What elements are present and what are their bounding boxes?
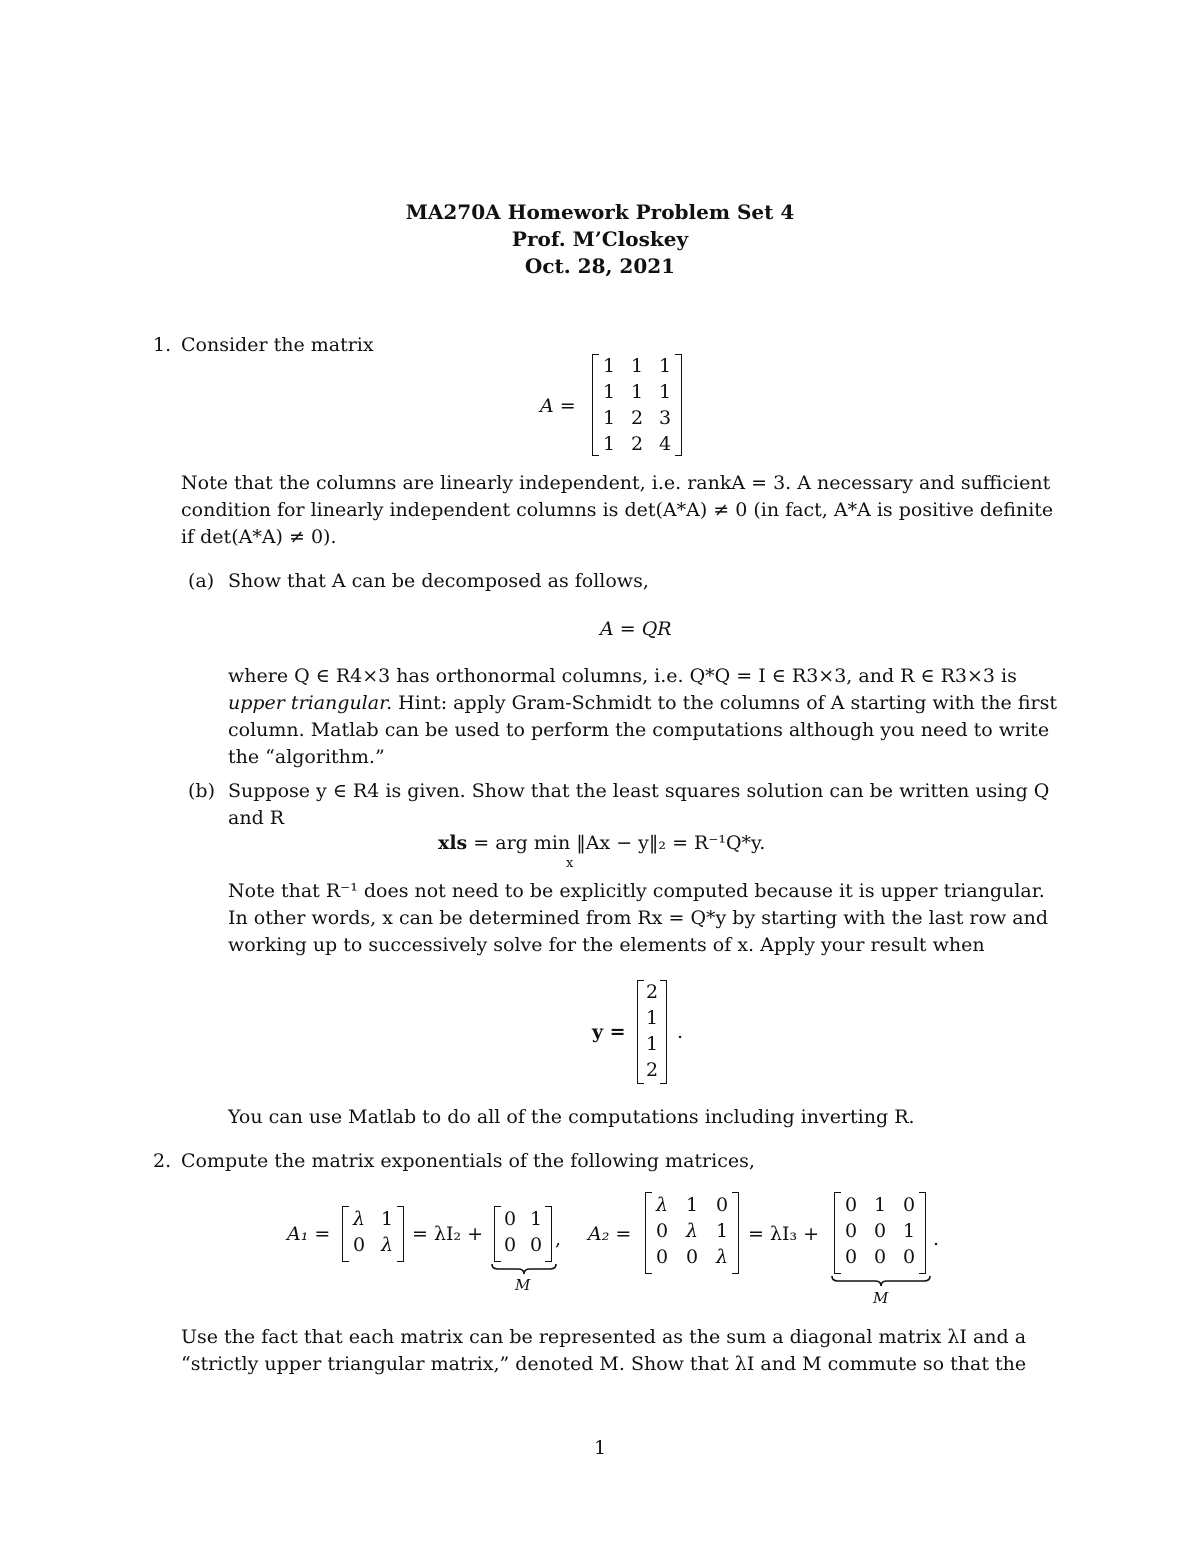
- part-b-line-6: You can use Matlab to do all of the computations including inverting R.: [228, 1106, 915, 1128]
- matrix-cell: 1: [602, 433, 616, 455]
- matrix-cell: λ: [685, 1220, 699, 1242]
- part-a-line-3-text: Hint: apply Gram-Schmidt to the columns of A starting with the first: [392, 692, 1057, 714]
- vector-cell: 2: [645, 981, 659, 1003]
- matrix-m1: [494, 1206, 552, 1262]
- note-line-2: condition for linearly independent columns is det(A*A) ≠ 0 (in fact, A*A is positive definite: [181, 499, 1054, 521]
- equals-lambda-i3: = λI₃ +: [748, 1223, 820, 1245]
- matrix-cell: 0: [715, 1194, 729, 1216]
- matrix-m2: [834, 1192, 926, 1274]
- matrix-cell: 4: [658, 433, 672, 455]
- underbrace-m2: [830, 1274, 932, 1288]
- part-b-line-1: Suppose y ∈ R4 is given. Show that the least squares solution can be written using Q: [228, 780, 1050, 802]
- vector-y: [637, 980, 667, 1084]
- part-b-label: (b): [188, 780, 215, 802]
- matrix-cell: 1: [529, 1208, 543, 1230]
- m-label-2: M: [873, 1289, 889, 1307]
- matrix-cell: 1: [602, 381, 616, 403]
- emphasis: upper triangular.: [228, 692, 393, 714]
- matrix-a2: [645, 1192, 739, 1274]
- matrix-cell: λ: [655, 1194, 669, 1216]
- matrix-cell: 1: [658, 355, 672, 377]
- part-b-line-5: working up to successively solve for the elements of x. Apply your result when: [228, 934, 985, 956]
- matrix-cell: 0: [844, 1194, 858, 1216]
- problem-2-intro: Compute the matrix exponentials of the following matrices,: [181, 1150, 755, 1172]
- problem-2-line-1: Use the fact that each matrix can be represented as the sum a diagonal matrix λI and a: [181, 1326, 1027, 1348]
- matrix-cell: 0: [873, 1246, 887, 1268]
- vector-cell: 1: [645, 1033, 659, 1055]
- underbrace-m1: [490, 1262, 558, 1276]
- matrix-cell: 0: [902, 1194, 916, 1216]
- part-b-line-3: Note that R⁻¹ does not need to be explicitly computed because it is upper triangular.: [228, 880, 1045, 902]
- matrix-cell: λ: [715, 1246, 729, 1268]
- comma: ,: [555, 1228, 562, 1250]
- matrix-cell: 1: [630, 381, 644, 403]
- part-a-line-3: [228, 690, 1057, 717]
- equation-rhs: ‖Ax − y‖₂ = R⁻¹Q*y.: [570, 832, 766, 854]
- vector-cell: 1: [645, 1007, 659, 1029]
- vector-y-label: y =: [592, 1021, 626, 1043]
- matrix-a2-label: A₂ =: [588, 1223, 632, 1245]
- matrix-cell: 0: [655, 1220, 669, 1242]
- matrix-cell: 0: [503, 1208, 517, 1230]
- matrix-cell: 0: [529, 1234, 543, 1256]
- matrix-a1-label: A₁ =: [287, 1223, 331, 1245]
- matrix-cell: 0: [655, 1246, 669, 1268]
- part-a-line-2: where Q ∈ R4×3 has orthonormal columns, i.e. Q*Q = I ∈ R3×3, and R ∈ R3×3 is: [228, 665, 1017, 687]
- matrix-cell: 2: [630, 407, 644, 429]
- matrix-cell: 1: [685, 1194, 699, 1216]
- part-a-line-5: the “algorithm.”: [228, 746, 385, 768]
- part-a-line-1: Show that A can be decomposed as follows,: [228, 570, 649, 592]
- period: .: [933, 1228, 940, 1250]
- note-line-1: Note that the columns are linearly independent, i.e. rankA = 3. A necessary and sufficient: [181, 472, 1051, 494]
- matrix-cell: 0: [352, 1234, 366, 1256]
- matrix-cell: 3: [658, 407, 672, 429]
- m-label-1: M: [515, 1276, 531, 1294]
- argmin-subscript: x: [566, 856, 574, 871]
- date: Oct. 28, 2021: [524, 254, 676, 278]
- matrix-cell: 0: [902, 1246, 916, 1268]
- matrix-cell: 0: [685, 1246, 699, 1268]
- author: Prof. M’Closkey: [511, 227, 689, 251]
- title: MA270A Homework Problem Set 4: [405, 200, 795, 224]
- matrix-cell: 2: [630, 433, 644, 455]
- matrix-cell: 1: [630, 355, 644, 377]
- page-number: 1: [593, 1437, 607, 1459]
- matrix-cell: 1: [380, 1208, 394, 1230]
- matrix-cell: λ: [380, 1234, 394, 1256]
- vector-cell: 2: [645, 1059, 659, 1081]
- note-line-3: if det(A*A) ≠ 0).: [181, 526, 337, 548]
- matrix-cell: 1: [715, 1220, 729, 1242]
- x-ls: xls: [438, 832, 468, 854]
- matrix-a1: [342, 1206, 404, 1262]
- part-b-line-2: and R: [228, 807, 285, 829]
- equals-lambda-i2: = λI₂ +: [412, 1223, 484, 1245]
- problem-1-number: 1.: [153, 334, 172, 356]
- least-squares-equation: [438, 830, 765, 857]
- problem-1-intro: Consider the matrix: [181, 334, 374, 356]
- vector-y-period: .: [677, 1021, 684, 1043]
- part-b-line-4: In other words, x can be determined from Rx = Q*y by starting with the last row and: [228, 907, 1048, 929]
- matrix-cell: 0: [844, 1246, 858, 1268]
- matrix-cell: λ: [352, 1208, 366, 1230]
- matrix-cell: 1: [602, 407, 616, 429]
- matrix-a-label: A =: [540, 395, 576, 417]
- matrix-cell: 0: [844, 1220, 858, 1242]
- matrix-cell: 0: [873, 1220, 887, 1242]
- matrix-cell: 1: [602, 355, 616, 377]
- part-a-line-4: column. Matlab can be used to perform the computations although you need to write: [228, 719, 1050, 741]
- document-header: [0, 199, 1200, 280]
- problem-2-number: 2.: [153, 1150, 172, 1172]
- argmin: = arg min: [467, 832, 571, 854]
- matrix-a: [592, 354, 682, 456]
- part-a-label: (a): [188, 570, 215, 592]
- matrix-cell: 1: [873, 1194, 887, 1216]
- matrix-cell: 1: [658, 381, 672, 403]
- part-a-equation: A = QR: [600, 618, 672, 640]
- matrix-cell: 1: [902, 1220, 916, 1242]
- problem-2-line-2: “strictly upper triangular matrix,” denoted M. Show that λI and M commute so that the: [181, 1353, 1027, 1375]
- matrix-cell: 0: [503, 1234, 517, 1256]
